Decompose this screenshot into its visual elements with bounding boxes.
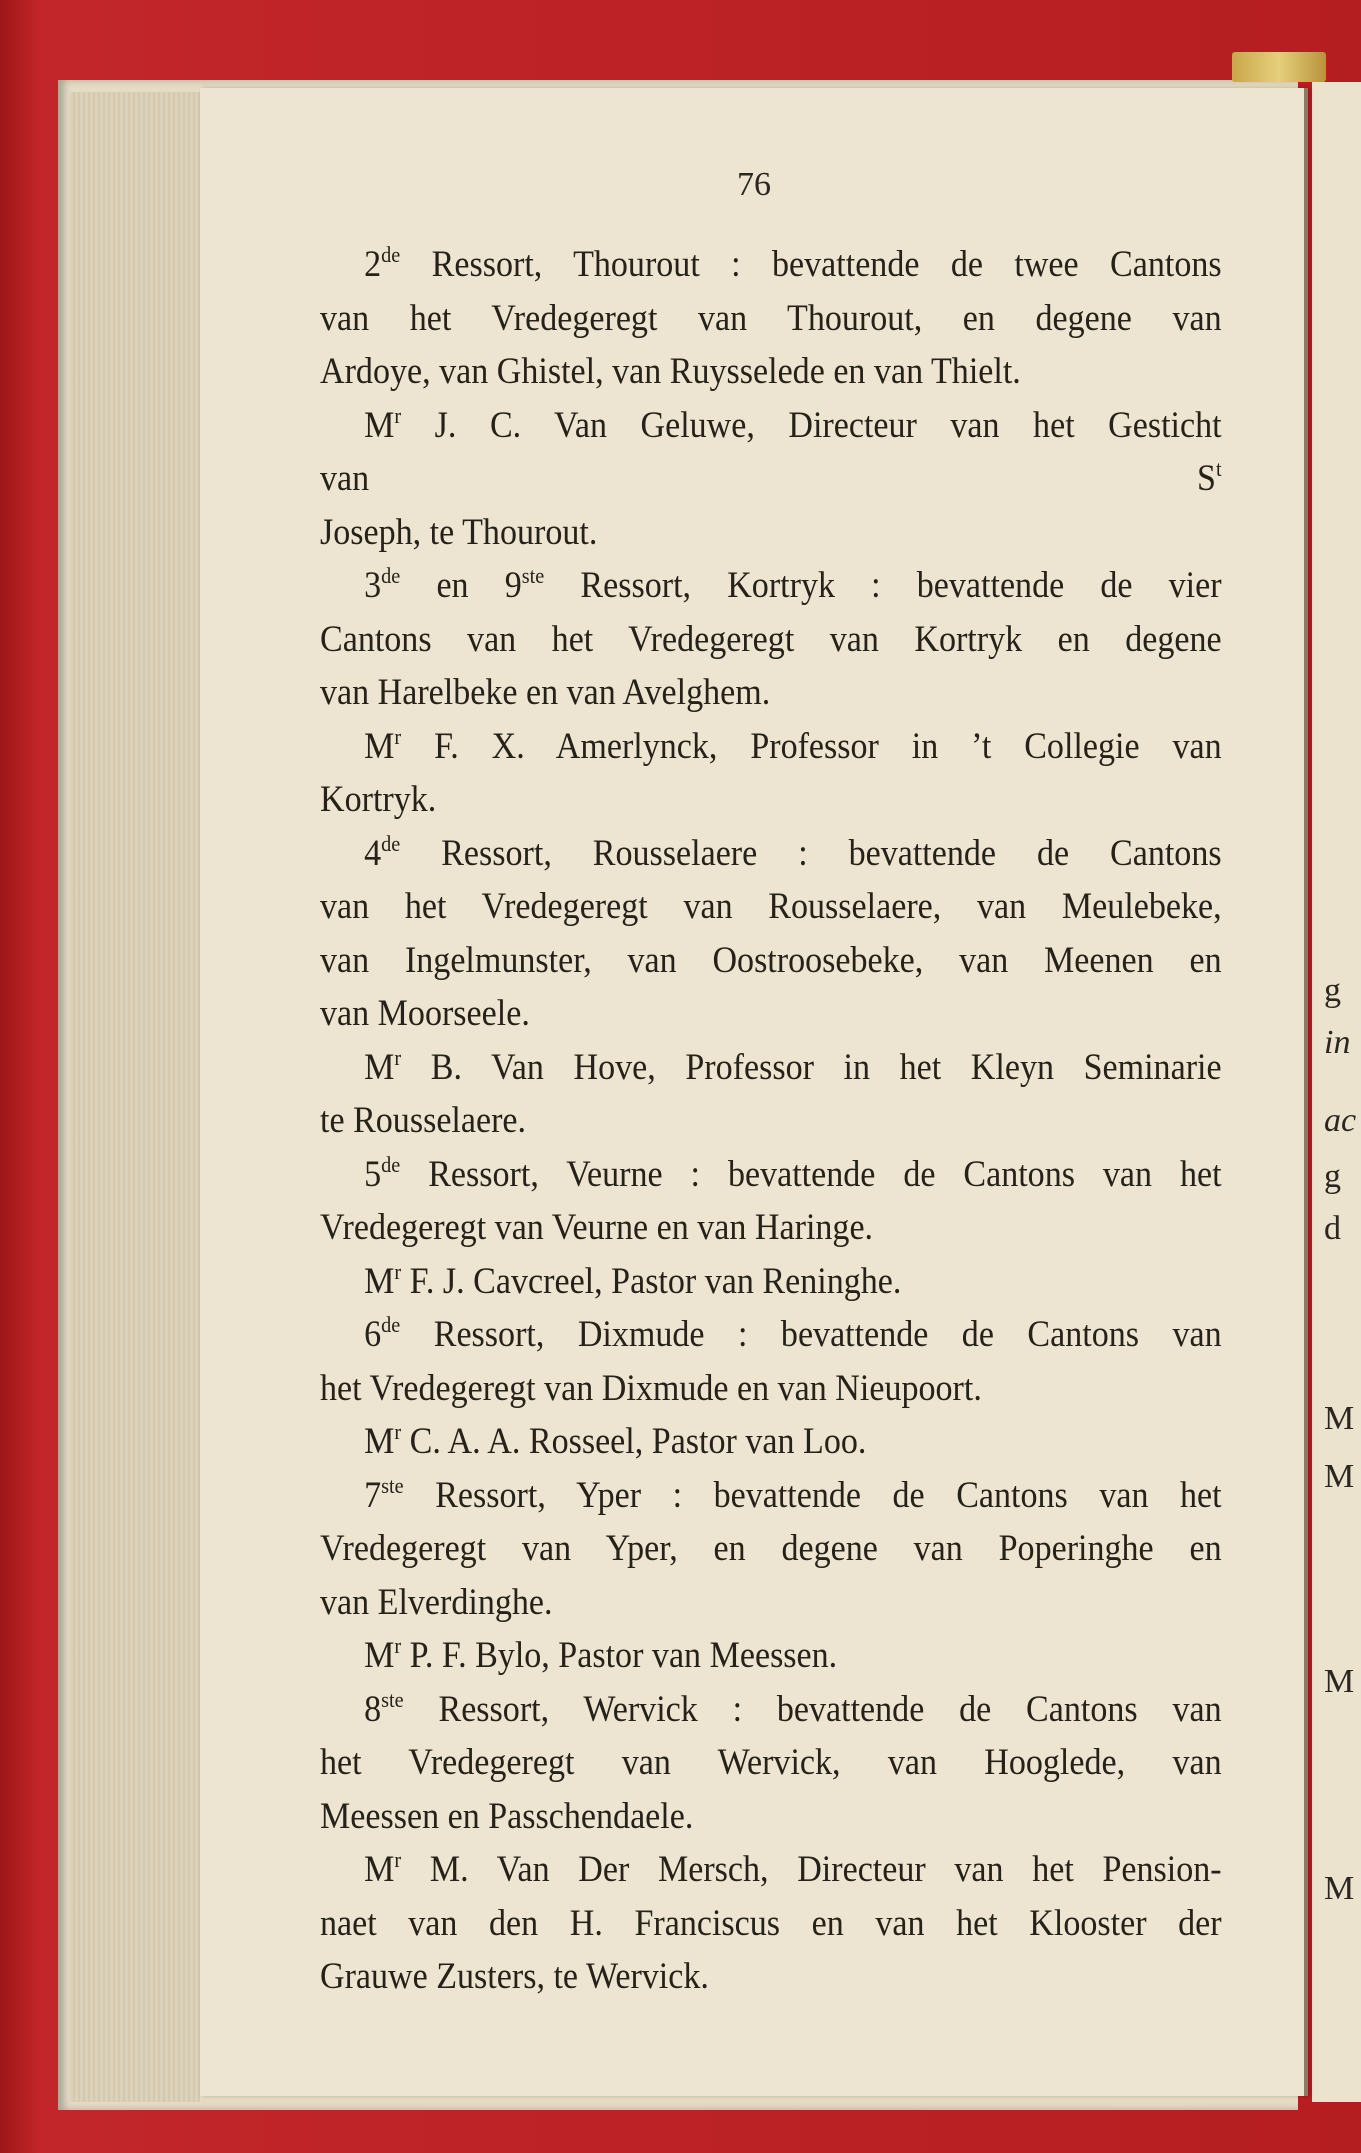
text-line: Grauwe Zusters, te Wervick. (320, 1956, 709, 1997)
text-line: $M^r$ M. Van Der Mersch, Directeur van het Pension- (364, 1847, 1222, 1890)
text-line: van Ingelmunster, van Oostroosebeke, van Meenen en (320, 939, 1222, 981)
superscript: ste (381, 1686, 404, 1712)
page-text (320, 238, 1222, 2004)
text-line: 2de Ressort, Thourout : bevattende de twee Cantons (364, 242, 1222, 285)
text-line: Ardoye, van Ghistel, van Ruysselede en van Thielt. (320, 351, 1021, 392)
facing-fragment: g (1324, 972, 1341, 1009)
text-line: het Vredegeregt van Dixmude en van Nieupoort. (320, 1367, 982, 1409)
text-line: van Elverdinghe. (320, 1581, 553, 1623)
paragraph (320, 1415, 1222, 1469)
paragraph (320, 1148, 1222, 1255)
paragraph (320, 1843, 1222, 2004)
text-line: Kortryk. (320, 779, 437, 820)
superscript: r (394, 1847, 402, 1872)
page-edges (70, 92, 200, 2102)
text-line: van $S^t$ (320, 456, 1222, 499)
text-line: van het Vredegeregt van Rousselaere, van Meulebeke, (320, 886, 1222, 927)
superscript: r (394, 1633, 402, 1658)
text-line: 4de Ressort, Rousselaere : bevattende de Cantons (364, 830, 1222, 874)
facing-fragment: ac (1324, 1102, 1357, 1139)
text-line: $M^r$ F. J. Cavcreel, Pastor van Reninghe. (364, 1258, 902, 1302)
text-line: van Moorseele. (320, 993, 530, 1034)
text-line: 3de en 9ste Ressort, Kortryk : bevattende de vier (364, 563, 1222, 606)
facing-fragment: M (1324, 1400, 1355, 1437)
facing-fragment: M (1324, 1663, 1355, 1700)
superscript: de (381, 242, 401, 267)
text-line: naet van den H. Franciscus en van het Klooster der (320, 1902, 1222, 1944)
superscript: de (381, 830, 401, 856)
text-line: 6de Ressort, Dixmude : bevattende de Cantons van (364, 1312, 1222, 1355)
text-line: $M^r$ J. C. Van Geluwe, Directeur van het Gesticht (364, 402, 1222, 446)
book-page (200, 88, 1308, 2096)
text-line: $M^r$ F. X. Amerlynck, Professor in ’t Collegie van (364, 723, 1222, 767)
text-line: $M^r$ B. Van Hove, Professor in het Kleyn Seminarie (364, 1044, 1222, 1088)
text-line: 8ste Ressort, Wervick : bevattende de Cantons van (364, 1686, 1222, 1730)
paragraph (320, 1041, 1222, 1148)
text-line: het Vredegeregt van Wervick, van Hooglede, van (320, 1742, 1222, 1783)
paragraph (320, 1629, 1222, 1683)
superscript: ste (521, 563, 545, 588)
text-line: van Harelbeke en van Avelghem. (320, 672, 771, 713)
superscript: r (394, 1419, 402, 1444)
paragraph (320, 238, 1222, 399)
text-line: Vredegeregt van Veurne en van Haringe. (320, 1207, 874, 1248)
text-line: van het Vredegeregt van Thourout, en degene van (320, 297, 1222, 339)
superscript: r (394, 1044, 402, 1070)
page-number: 76 (737, 166, 771, 203)
text-line: Vredegeregt van Yper, en degene van Poperinghe en (320, 1528, 1222, 1569)
paragraph (320, 399, 1222, 560)
text-line: te Rousselaere. (320, 1100, 527, 1141)
superscript: de (381, 563, 401, 588)
text-line: 7ste Ressort, Yper : bevattende de Cantons van het (364, 1472, 1222, 1516)
facing-fragment: in (1324, 1024, 1351, 1061)
superscript: r (394, 402, 402, 428)
text-line: $M^r$ C. A. A. Rosseel, Pastor van Loo. (364, 1419, 867, 1462)
text-line: 5de Ressort, Veurne : bevattende de Cantons van het (364, 1151, 1222, 1195)
text-line: Meessen en Passchendaele. (320, 1795, 694, 1837)
facing-fragment: M (1324, 1458, 1355, 1495)
facing-page (1312, 82, 1361, 2102)
bookmark-ribbon (1232, 52, 1326, 82)
text-line: $M^r$ P. F. Bylo, Pastor van Meessen. (364, 1633, 838, 1676)
paragraph (320, 1469, 1222, 1630)
superscript: r (394, 723, 402, 749)
text-line: Cantons van het Vredegeregt van Kortryk en degene (320, 618, 1222, 660)
facing-fragment: d (1324, 1210, 1341, 1247)
superscript: de (381, 1151, 401, 1177)
paragraph (320, 559, 1222, 720)
superscript: t (1215, 456, 1222, 481)
paragraph (320, 1308, 1222, 1415)
paragraph (320, 720, 1222, 827)
paragraph (320, 827, 1222, 1041)
superscript: r (394, 1258, 402, 1284)
text-line: Joseph, te Thourout. (320, 511, 598, 553)
paragraph (320, 1683, 1222, 1844)
paragraph (320, 1255, 1222, 1309)
facing-fragment: g (1324, 1158, 1341, 1195)
superscript: ste (381, 1472, 404, 1498)
superscript: de (381, 1312, 401, 1337)
facing-fragment: M (1324, 1870, 1355, 1907)
